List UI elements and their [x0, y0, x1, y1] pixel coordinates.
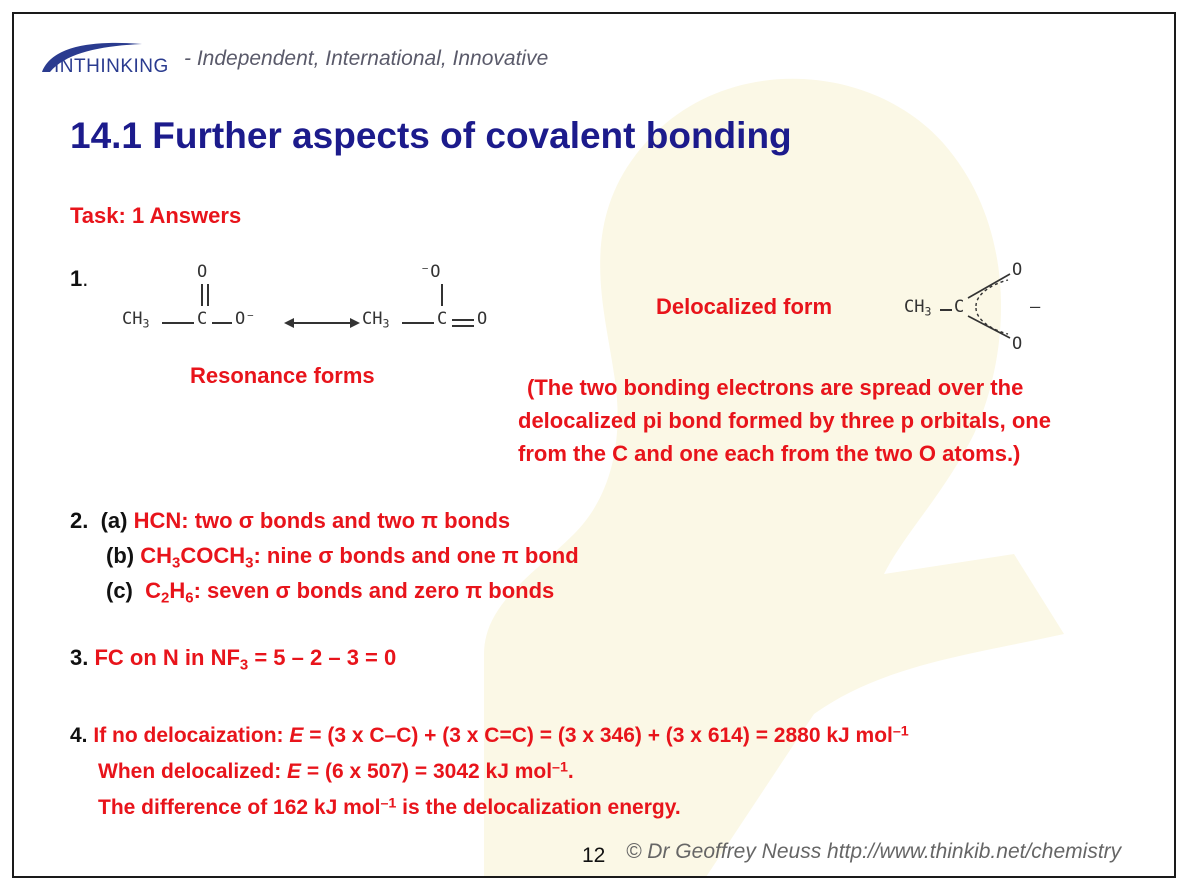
q2-c-label: (c) — [106, 578, 133, 603]
explanation-line-1: (The two bonding electrons are spread over the — [527, 375, 1024, 400]
q2-c-formula: $C_2H_6$ — [145, 578, 194, 607]
double-bond-right — [207, 284, 209, 306]
methyl-group: $CH_3$ — [122, 309, 150, 331]
footer-credit: © Dr Geoffrey Neuss http://www.thinkib.net/chemistry — [626, 840, 1122, 863]
tagline: - Independent, International, Innovative — [184, 47, 549, 70]
atom-o-minus: O⁻ — [235, 309, 256, 329]
methyl-group: $CH_3$ — [362, 309, 390, 331]
q3-text: FC on N in $NF_3 = 5 - 2 - 3 = 0$ — [94, 645, 397, 674]
q1-number: 1. — [70, 266, 89, 291]
q4-line-1: 4. If no delocaization: E = (3 x C–C) + (3 x C=C) = (3 x 346) + (3 x 614) = 2880 kJ mol$^{-1}$ — [70, 723, 909, 747]
delocalization-explanation — [518, 371, 1051, 470]
page-title: 14.1 Further aspects of covalent bonding — [70, 115, 792, 156]
atom-c: C — [197, 309, 208, 329]
atom-o: O — [197, 262, 208, 282]
q4-number: 4. — [70, 724, 88, 747]
double-bond-left — [201, 284, 203, 306]
double-bond-top — [452, 319, 474, 321]
delocalized-form-label: Delocalized form — [656, 294, 833, 319]
q2-c-text: : seven σ bonds and zero π bonds — [193, 578, 555, 603]
atom-c: C — [954, 297, 965, 317]
page-number: 12 — [582, 844, 606, 867]
negative-charge: – — [1030, 297, 1041, 317]
q3-number: 3. — [70, 645, 89, 670]
resonance-arrow-icon — [284, 316, 360, 330]
double-bond-bottom — [452, 325, 474, 327]
explanation-line-3: from the C and one each from the two O atoms.) — [518, 441, 1021, 466]
resonance-structure-1 — [122, 262, 272, 342]
q4-line-2: When delocalized: E = (6 x 507) = 3042 kJ mol$^{-1}$. — [98, 759, 574, 783]
single-bond-vertical — [441, 284, 443, 306]
q4-line-3: The difference of 162 kJ mol$^{-1}$ is the delocalization energy. — [98, 795, 681, 819]
slide — [12, 12, 1176, 878]
atom-o: O — [477, 309, 488, 329]
q2-number: 2. — [70, 508, 89, 533]
q4-answer — [70, 718, 909, 826]
q2-part-a — [70, 503, 579, 538]
task-heading: Task: 1 Answers — [70, 203, 242, 228]
methyl-group: $CH_3$ — [904, 297, 932, 319]
atom-c: C — [437, 309, 448, 329]
atom-o: O — [1012, 334, 1023, 354]
logo-text: INTHINKING — [54, 56, 169, 77]
q2-a-label: (a) — [100, 508, 128, 533]
logo — [32, 38, 182, 83]
q2-answers — [70, 503, 579, 608]
single-bond — [162, 322, 194, 324]
q2-b-label: (b) — [106, 543, 135, 568]
single-bond — [402, 322, 434, 324]
q2-b-text: : nine σ bonds and one π bond — [253, 543, 579, 568]
delocalized-structure — [902, 254, 1052, 354]
single-bond — [212, 322, 232, 324]
q2-part-b — [70, 538, 579, 573]
q2-b-formula: $CH_3COCH_3$ — [140, 543, 254, 572]
q2-a-text: HCN: two σ bonds and two π bonds — [133, 508, 511, 533]
q3-answer — [70, 645, 397, 674]
resonance-structure-2 — [362, 262, 512, 342]
atom-o: O — [1012, 260, 1023, 280]
single-bond — [940, 309, 952, 311]
atom-o-minus: ⁻O — [420, 262, 441, 282]
q2-part-c — [70, 573, 579, 608]
resonance-forms-label: Resonance forms — [190, 363, 375, 388]
explanation-line-2: delocalized pi bond formed by three p orbitals, one — [518, 408, 1051, 433]
